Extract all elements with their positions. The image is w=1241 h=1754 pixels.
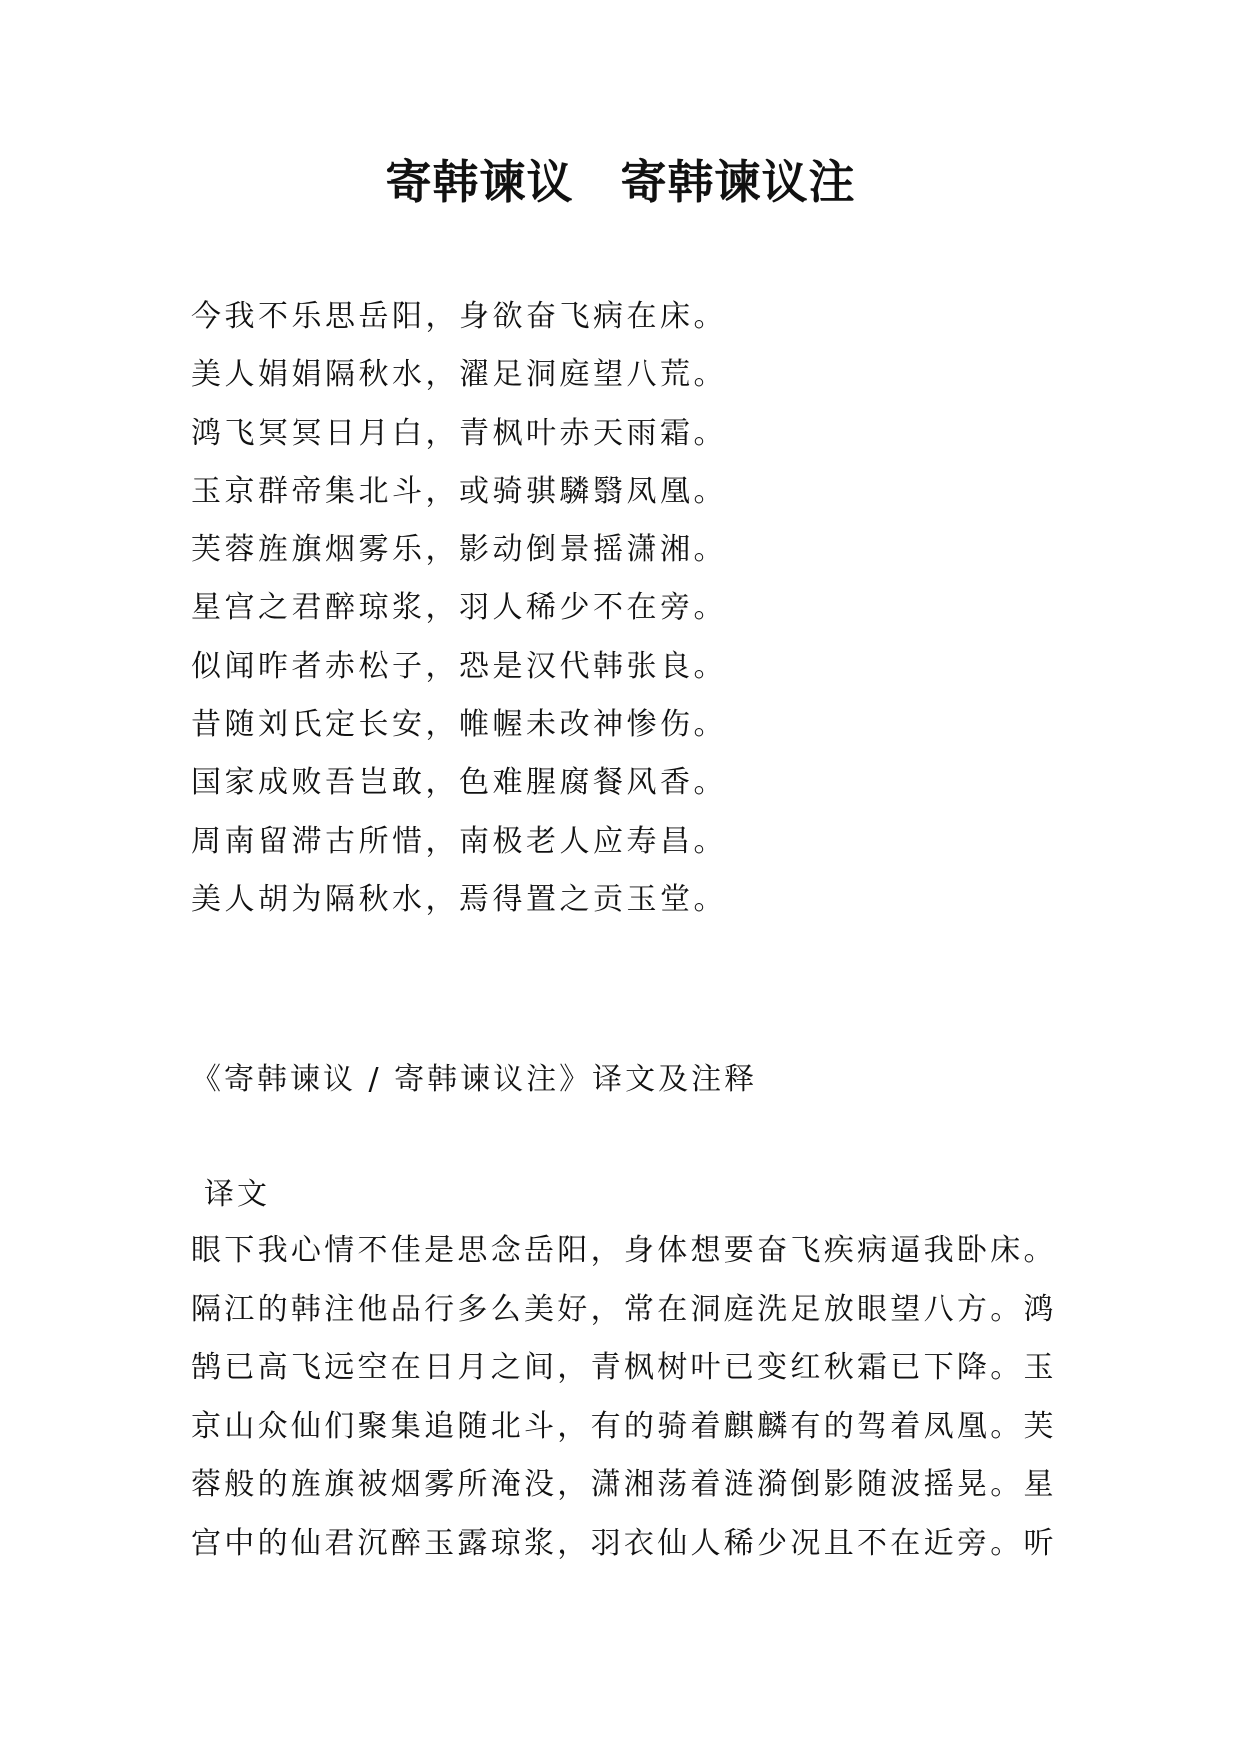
poem-text (191, 288, 727, 929)
poem-line: 周南留滞古所惜，南极老人应寿昌。 (191, 823, 727, 859)
translation-text (191, 1222, 1057, 1574)
poem-line: 玉京群帝集北斗，或骑骐驎翳凤凰。 (191, 473, 727, 509)
poem-line: 国家成败吾岂敢，色难腥腐餐风香。 (191, 765, 727, 801)
poem-line: 似闻昨者赤松子，恐是汉代韩张良。 (191, 648, 727, 684)
poem-line: 美人娟娟隔秋水，濯足洞庭望八荒。 (191, 357, 727, 393)
translation-line: 京山众仙们聚集追随北斗，有的骑着麒麟有的驾着凤凰。芙 (191, 1408, 1057, 1444)
poem-line: 昔随刘氏定长安，帷幄未改神惨伤。 (191, 707, 727, 743)
poem-line: 星宫之君醉琼浆，羽人稀少不在旁。 (191, 590, 727, 626)
poem-line: 鸿飞冥冥日月白，青枫叶赤天雨霜。 (191, 415, 727, 451)
section-heading: 《寄韩谏议 / 寄韩谏议注》译文及注释 (191, 1062, 758, 1097)
translation-line: 鹄已高飞远空在日月之间，青枫树叶已变红秋霜已下降。玉 (191, 1350, 1057, 1386)
translation-line: 眼下我心情不佳是思念岳阳，身体想要奋飞疾病逼我卧床。 (191, 1233, 1057, 1268)
translation-line: 蓉般的旌旗被烟雾所淹没，潇湘荡着涟漪倒影随波摇晃。星 (191, 1467, 1057, 1503)
poem-line: 芙蓉旌旗烟雾乐，影动倒景摇潇湘。 (191, 532, 727, 568)
translation-line: 隔江的韩注他品行多么美好，常在洞庭洗足放眼望八方。鸿 (191, 1291, 1057, 1327)
translation-line: 宫中的仙君沉醉玉露琼浆，羽衣仙人稀少况且不在近旁。听 (191, 1525, 1057, 1561)
poem-line: 今我不乐思岳阳，身欲奋飞病在床。 (191, 299, 727, 334)
page-title: 寄韩谏议 寄韩谏议注 (385, 155, 856, 209)
translation-heading: 译文 (204, 1177, 270, 1212)
poem-line: 美人胡为隔秋水，焉得置之贡玉堂。 (191, 881, 727, 917)
